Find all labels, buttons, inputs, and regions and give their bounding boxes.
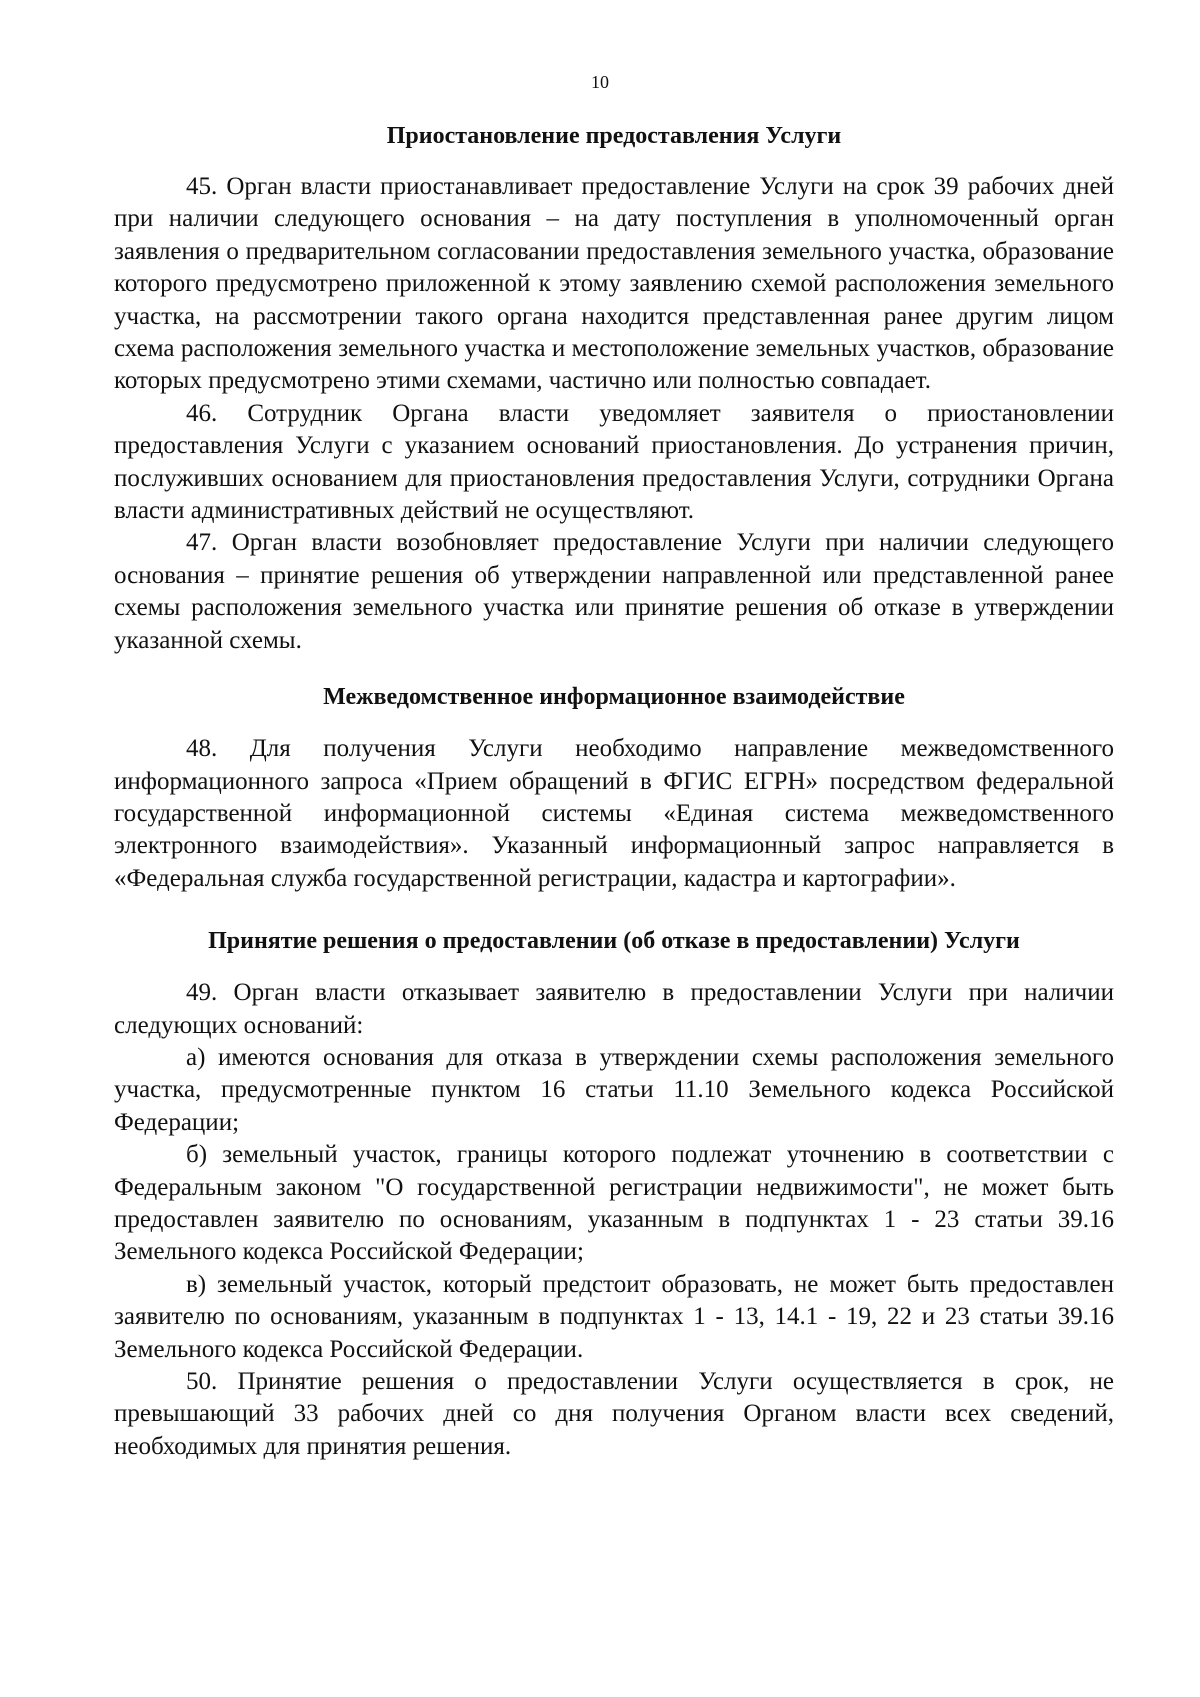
page-number: 10 [591, 72, 609, 92]
section-title-interagency: Межведомственное информационное взаимодействие [323, 684, 905, 711]
subparagraph-a: а) имеются основания для отказа в утверждении схемы расположения земельного участка, предусмотренные пунктом 16 статьи 11.10 Земельного кодекса Российской Федерации; [114, 1043, 1114, 1136]
paragraph-47: 47. Орган власти возобновляет предоставление Услуги при наличии следующего основания – принятие решения об утверждении направленной или представленной ранее схемы расположения земельного участка или принятие решения об отказе в утверждении указанной схемы. [114, 529, 1114, 654]
section-title-decision: Принятие решения о предоставлении (об отказе в предоставлении) Услуги [208, 928, 1020, 955]
paragraph-46: 46. Сотрудник Органа власти уведомляет заявителя о приостановлении предоставления Услуги с указанием оснований приостановления. До устранения причин, послуживших основанием для приостановления предоставления Услуги, сотрудники Органа власти административных действий не осуществляют. [114, 399, 1114, 525]
paragraph-48: 48. Для получения Услуги необходимо направление межведомственного информационного запроса «Прием обращений в ФГИС ЕГРН» посредством федеральной государственной информационной системы «Единая система межведомственного электронного взаимодействия». Указанный информационный запрос направляется в «Федеральная служба государственной регистрации, кадастра и картографии». [114, 735, 1114, 892]
section-title-suspension: Приостановление предоставления Услуги [386, 123, 842, 149]
subparagraph-v: в) земельный участок, который предстоит образовать, не может быть предоставлен заявителю по основаниям, указанным в подпунктах 1 - 13, 14.1 - 19, 22 и 23 статьи 39.16 Земельного кодекса Российской Федерации. [114, 1270, 1114, 1363]
subparagraph-b: б) земельный участок, границы которого подлежат уточнению в соответствии с Федеральным законом "О государственной регистрации недвижимости", не может быть предоставлен заявителю по основаниям, указанным в подпунктах 1 - 23 статьи 39.16 Земельного кодекса Российской Федерации; [114, 1141, 1114, 1266]
paragraph-50: 50. Принятие решения о предоставлении Услуги осуществляется в срок, не превышающий 33 рабочих дней со дня получения Органом власти всех сведений, необходимых для принятия решения. [114, 1368, 1114, 1460]
paragraph-49: 49. Орган власти отказывает заявителю в предоставлении Услуги при наличии следующих оснований: [114, 979, 1114, 1039]
document-body [114, 120, 1114, 1463]
paragraph-45: 45. Орган власти приостанавливает предоставление Услуги на срок 39 рабочих дней при наличии следующего основания – на дату поступления в уполномоченный орган заявления о предварительном согласовании предоставления земельного участка, образование которого предусмотрено приложенной к этому заявлению схемой расположения земельного участка, на рассмотрении такого органа находится представленная ранее другим лицом схема расположения земельного участка и местоположение земельных участков, образование которых предусмотрено этими схемами, частично или полностью совпадает. [114, 173, 1114, 395]
